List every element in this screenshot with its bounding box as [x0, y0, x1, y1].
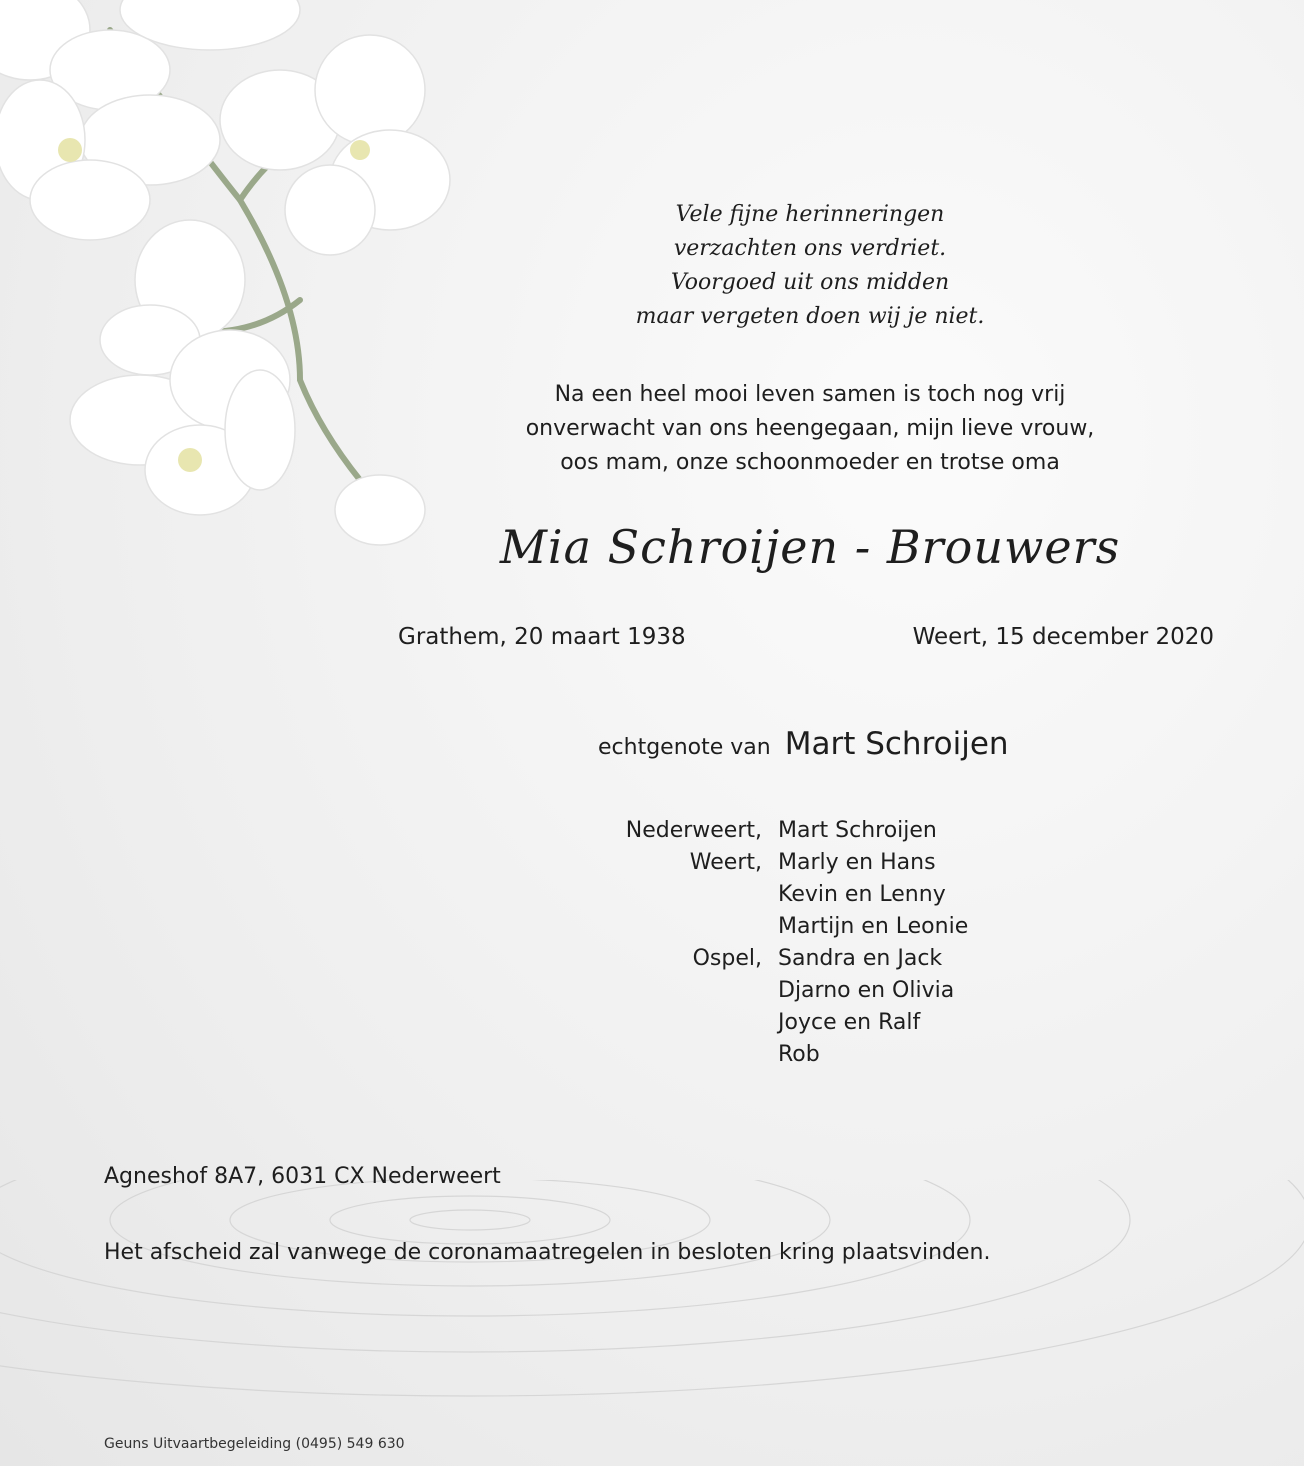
family-names: Mart Schroijen: [778, 818, 937, 843]
family-place: [560, 975, 778, 1007]
memorial-poem: [500, 198, 1120, 334]
family-place: [560, 879, 778, 911]
family-place: Nederweert,: [625, 818, 762, 843]
family-names: Djarno en Olivia: [778, 978, 955, 1003]
poem-line: maar vergeten doen wij je niet.: [635, 304, 985, 329]
family-place: [560, 1007, 778, 1039]
family-row: [560, 847, 968, 879]
poem-line: Vele fijne herinneringen: [675, 202, 945, 227]
family-row: [560, 911, 968, 943]
spouse-name: Mart Schroijen: [784, 726, 1009, 762]
family-row: [560, 943, 968, 975]
family-names: Kevin en Lenny: [778, 882, 946, 907]
family-place: Weert,: [689, 850, 762, 875]
family-names: Martijn en Leonie: [778, 914, 969, 939]
family-names: Rob: [778, 1042, 820, 1067]
water-ripples-image: [0, 1180, 1304, 1466]
poem-line: verzachten ons verdriet.: [673, 236, 947, 261]
deceased-name: Mia Schroijen - Brouwers: [499, 520, 1121, 574]
family-list: [560, 815, 968, 1071]
announcement-line: Na een heel mooi leven samen is toch nog vrij: [554, 382, 1066, 407]
orchid-image: [0, 0, 470, 560]
funeral-director-footer: Geuns Uitvaartbegeleiding (0495) 549 630: [104, 1436, 405, 1452]
family-row: [560, 879, 968, 911]
family-row: [560, 975, 968, 1007]
announcement-text: [450, 378, 1170, 480]
death-place-date: Weert, 15 december 2020: [912, 624, 1214, 650]
farewell-notice: Het afscheid zal vanwege de coronamaatregelen in besloten kring plaatsvinden.: [104, 1240, 991, 1265]
family-row: [560, 1039, 968, 1071]
family-row: [560, 1007, 968, 1039]
announcement-line: oos mam, onze schoonmoeder en trotse oma: [560, 450, 1060, 475]
family-names: Sandra en Jack: [778, 946, 943, 971]
family-place: Ospel,: [692, 946, 762, 971]
announcement-line: onverwacht van ons heengegaan, mijn lieve vrouw,: [525, 416, 1095, 441]
birth-place-date: Grathem, 20 maart 1938: [398, 624, 686, 650]
correspondence-address: Agneshof 8A7, 6031 CX Nederweert: [104, 1164, 501, 1189]
family-place: [560, 911, 778, 943]
poem-line: Voorgoed uit ons midden: [670, 270, 950, 295]
family-names: Joyce en Ralf: [778, 1010, 921, 1035]
family-names: Marly en Hans: [778, 850, 936, 875]
family-row: [560, 815, 968, 847]
family-place: [560, 1039, 778, 1071]
spouse-row: [598, 726, 1009, 762]
spouse-label: echtgenote van: [598, 735, 771, 760]
